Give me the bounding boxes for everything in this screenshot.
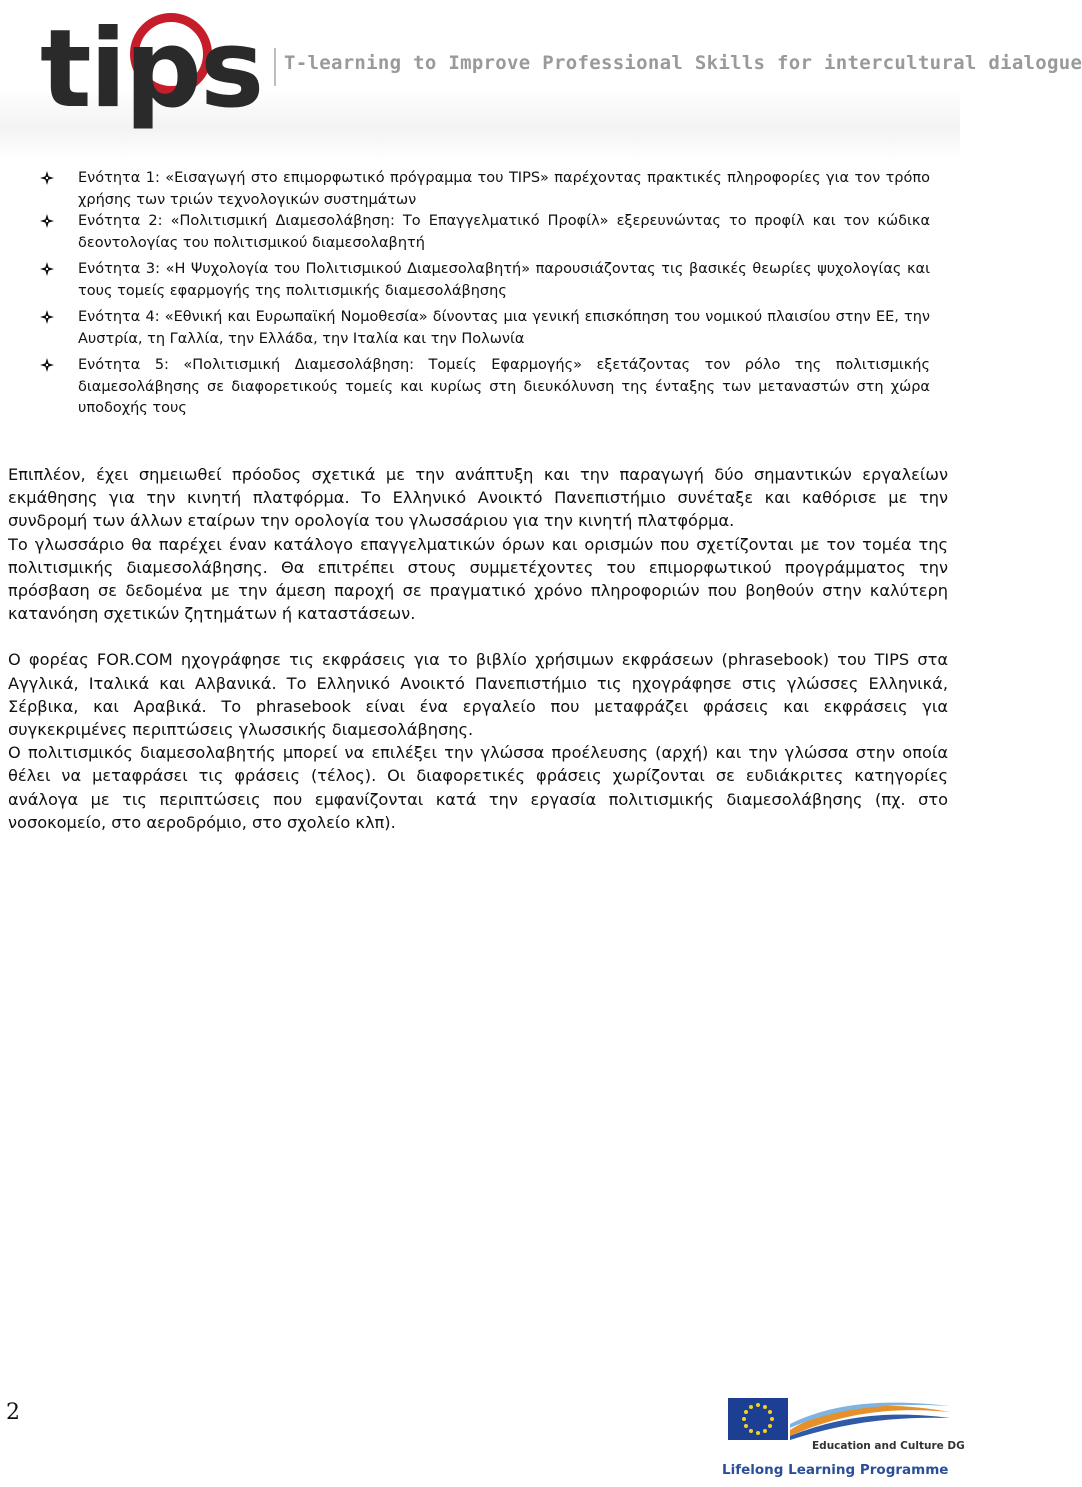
unit-1-text: Ενότητα 1: «Εισαγωγή στο επιμορφωτικό πρόγραμμα του TIPS» παρέχοντας πρακτικές πληροφορίες για τον τρόπο χρήσης των τριών τεχνολογικών συστημάτων [78, 170, 930, 208]
unit-3-text: Ενότητα 3: «Η Ψυχολογία του Πολιτισμικού Διαμεσολαβητή» παρουσιάζοντας τις βασικές θεωρίες ψυχολογίας και τους τομείς εφαρμογής της πολιτισμικής διαμεσολάβησης [78, 261, 930, 299]
logo-wordmark [40, 7, 263, 132]
eu-stars-icon [728, 1398, 788, 1440]
page-number: 2 [6, 1400, 20, 1425]
body-text [8, 463, 948, 834]
list-item [40, 307, 930, 350]
page-header [0, 0, 1082, 160]
unit-2-text: Ενότητα 2: «Πολιτισμική Διαμεσολάβηση: Το Επαγγελματικό Προφίλ» εξερευνώντας το προφίλ και τον κώδικα δεοντολογίας του πολιτισμικού διαμεσολαβητή [78, 213, 930, 251]
units-list [40, 168, 930, 420]
paragraph-4: Ο πολιτισμικός διαμεσολαβητής μπορεί να επιλέξει την γλώσσα προέλευσης (αρχή) και την γλώσσα στην οποία θέλει να μεταφράσει τις φράσεις (τέλος). Οι διαφορετικές φράσεις χωρίζονται σε ευδιάκριτες κατηγορίες ανάλογα με τις περιπτώσεις που εμφανίζονται κατά την εργασία πολιτισμικής διαμεσολάβησης (πχ. στο νοσοκομείο, στο αεροδρόμιο, στο σχολείο κλπ). [8, 743, 948, 832]
eu-dg-label: Education and Culture DG [812, 1440, 965, 1452]
diamond-bullet-icon [40, 262, 54, 276]
header-tagline: T-learning to Improve Professional Skills for intercultural dialogue [284, 52, 1082, 74]
diamond-bullet-icon [40, 310, 54, 324]
paragraph-3: Ο φορέας FOR.COM ηχογράφησε τις εκφράσεις για το βιβλίο χρήσιμων εκφράσεων (phrasebook) του TIPS στα Αγγλικά, Ιταλικά και Αλβανικά. Το Ελληνικό Ανοικτό Πανεπιστήμιο τις ηχογράφησε στις γλώσσες Ελληνικά, Σέρβικα, και Αραβικά. Το phrasebook είναι ένα εργαλείο που μεταφράζει φράσεις και εκφράσεις για συγκεκριμένες περιπτώσεις γλωσσικής διαμεσολάβησης. [8, 650, 948, 740]
diamond-bullet-icon [40, 214, 54, 228]
eu-lifelong-learning-logo [720, 1390, 965, 1482]
tagline-divider [274, 48, 276, 86]
swoosh-icon [790, 1400, 950, 1440]
list-item [40, 259, 930, 302]
unit-5-text: Ενότητα 5: «Πολιτισμική Διαμεσολάβηση: Τομείς Εφαρμογής» εξετάζοντας τον ρόλο της πολιτισμικής διαμεσολάβησης σε διαφορετικούς τομείς και κυρίως στη διευκόλυνση της ένταξης των μεταναστών στη χώρα υποδοχής τους [78, 357, 930, 416]
list-item [40, 355, 930, 420]
diamond-bullet-icon [40, 358, 54, 372]
paragraph-1: Επιπλέον, έχει σημειωθεί πρόοδος σχετικά με την ανάπτυξη και την παραγωγή δύο σημαντικών εργαλείων εκμάθησης για την κινητή πλατφόρμα. Το Ελληνικό Ανοικτό Πανεπιστήμιο συνέταξε και καθόρισε με την συνδρομή των άλλων εταίρων την ορολογία του γλωσσάριου για την κινητή πλατφόρμα. [8, 465, 948, 531]
paragraph-spacer [8, 625, 948, 648]
list-item [40, 168, 930, 211]
paragraph-2: Το γλωσσάριο θα παρέχει έναν κατάλογο επαγγελματικών όρων και ορισμών που σχετίζονται με τον τομέα της πολιτισμικής διαμεσολάβησης. Θα επιτρέπει στους συμμετέχοντες του επιμορφωτικού προγράμματος την πρόσβαση σε δεδομένα με την άμεση παροχή σε πραγματικό χρόνο πληροφοριών που βοηθούν στην καλύτερη κατανόηση σχετικών ζητημάτων ή καταστάσεων. [8, 534, 948, 624]
list-item [40, 211, 930, 254]
eu-programme-label: Lifelong Learning Programme [722, 1462, 949, 1478]
eu-flag-icon [728, 1398, 788, 1440]
unit-4-text: Ενότητα 4: «Εθνική και Ευρωπαϊκή Νομοθεσία» δίνοντας μια γενική επισκόπηση του νομικού πλαισίου στην ΕΕ, την Αυστρία, τη Γαλλία, την Ελλάδα, την Ιταλία και την Πολωνία [78, 309, 930, 347]
diamond-bullet-icon [40, 171, 54, 185]
logo-text: tips [40, 7, 263, 132]
